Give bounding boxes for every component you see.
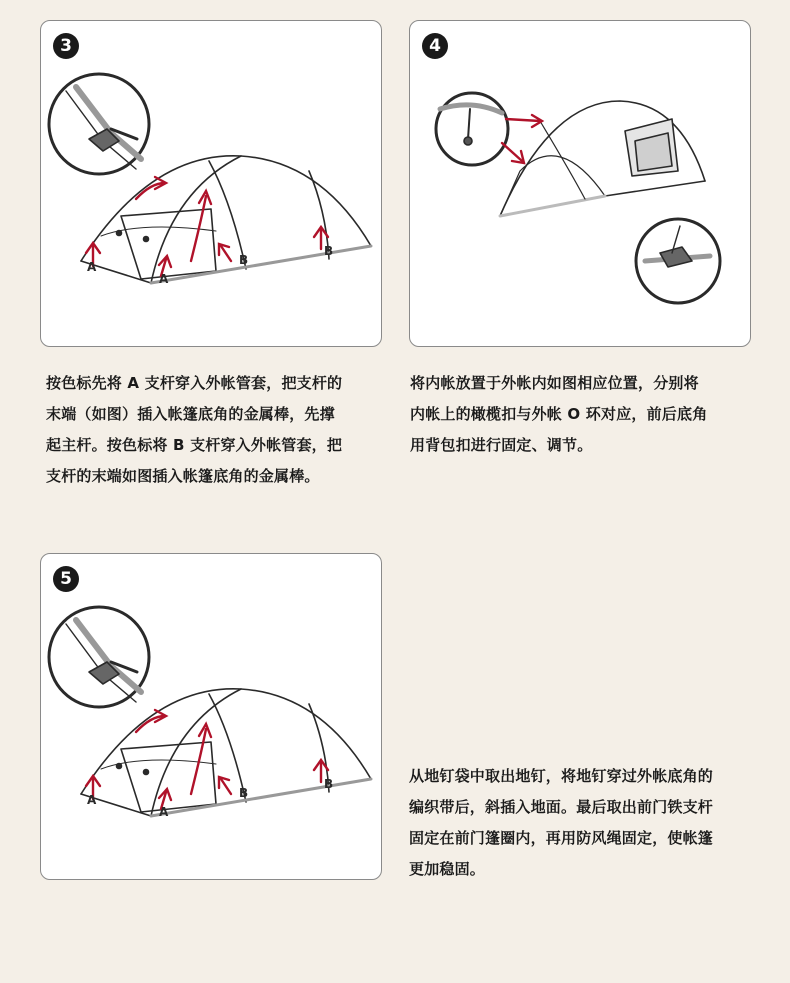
pole-label-b-2: B bbox=[324, 777, 334, 791]
step-3-caption bbox=[46, 368, 391, 492]
caption-line: 将内帐放置于外帐内如图相应位置，分别将 bbox=[410, 374, 699, 392]
caption-line: 起主杆。按色标将 B 支杆穿入外帐管套，把 bbox=[46, 436, 343, 454]
pole-label-a: A bbox=[87, 260, 97, 274]
caption-line: 末端（如图）插入帐篷底角的金属棒，先撑 bbox=[46, 405, 335, 423]
step-5-badge: 5 bbox=[53, 566, 79, 592]
caption-line: 固定在前门篷圈内，再用防风绳固定，使帐篷 bbox=[409, 829, 714, 847]
step-3-card bbox=[40, 20, 382, 347]
caption-line: 更加稳固。 bbox=[409, 860, 486, 878]
tent-illustration-step-5 bbox=[41, 554, 381, 879]
caption-line: 内帐上的橄榄扣与外帐 O 环对应，前后底角 bbox=[410, 405, 708, 423]
step-4-card bbox=[409, 20, 751, 347]
tent-illustration-step-3 bbox=[41, 21, 381, 346]
caption-line: 编织带后，斜插入地面。最后取出前门铁支杆 bbox=[409, 798, 714, 816]
step-5-caption bbox=[409, 761, 769, 885]
caption-line: 支杆的末端如图插入帐篷底角的金属棒。 bbox=[46, 467, 320, 485]
tent-illustration-step-4 bbox=[410, 21, 750, 346]
caption-line: 按色标先将 A 支杆穿入外帐管套，把支杆的 bbox=[46, 374, 343, 392]
step-4-badge: 4 bbox=[422, 33, 448, 59]
step-4-caption bbox=[410, 368, 755, 461]
step-3-badge: 3 bbox=[53, 33, 79, 59]
pole-label-b-2: B bbox=[324, 244, 334, 258]
pole-label-a: A bbox=[87, 793, 97, 807]
step-5-card bbox=[40, 553, 382, 880]
caption-line: 用背包扣进行固定、调节。 bbox=[410, 436, 593, 454]
pole-label-a-2: A bbox=[159, 272, 169, 286]
pole-label-b: B bbox=[239, 786, 249, 800]
caption-line: 从地钉袋中取出地钉，将地钉穿过外帐底角的 bbox=[409, 767, 714, 785]
pole-label-b: B bbox=[239, 253, 249, 267]
pole-label-a-2: A bbox=[159, 805, 169, 819]
